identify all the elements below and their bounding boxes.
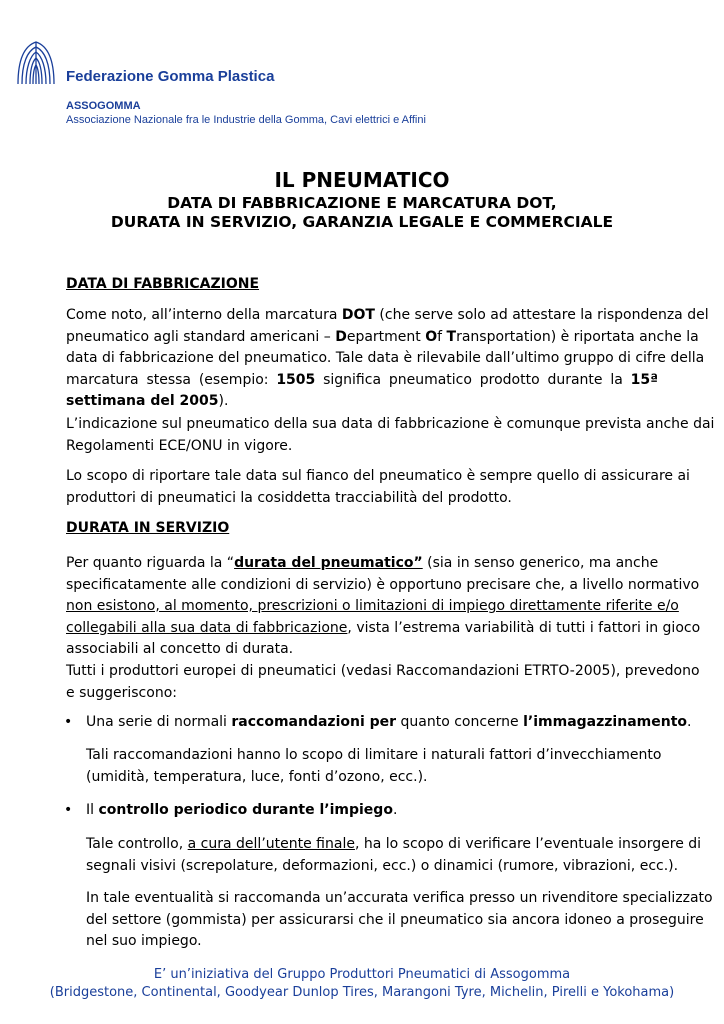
paragraph-aging-factors: Tali raccomandazioni hanno lo scopo di limitare i naturali fattori d’invecchiamento (umidità, temperatura, luce, fonti d’ozono, ecc.). xyxy=(86,747,662,785)
paragraph-specialist-check: In tale eventualità si raccomanda un’accurata verifica presso un rivenditore specializzato del settore (gommista) per assicurarsi che il pneumatico sia ancora idoneo a proseguire nel suo impiego. xyxy=(86,890,713,949)
document-title: IL PNEUMATICO xyxy=(274,168,450,192)
bullet-icon: • xyxy=(64,714,73,730)
footer-initiative: E’ un’iniziativa del Gruppo Produttori Pneumatici di Assogomma xyxy=(153,967,571,982)
section-heading-data-fabbricazione: DATA DI FABBRICAZIONE xyxy=(66,276,260,292)
assogomma-label: ASSOGOMMA xyxy=(66,100,141,112)
document-subtitle-2: DURATA IN SERVIZIO, GARANZIA LEGALE E COMMERCIALE xyxy=(110,213,614,231)
paragraph-tyre-duration: Per quanto riguarda la “durata del pneumatico” (sia in senso generico, ma anche specificatamente alle condizioni di servizio) è opportuno precisare che, a livello normativo non esistono, al momento, prescrizioni o limitazioni di impiego direttamente riferite e/o collegabili alla sua data di fabbricazione, vista l’estrema variabilità di tutti i fattori in gioco associabili al concetto di durata. xyxy=(66,555,701,657)
paragraph-dot-marking: Come noto, all’interno della marcatura DOT (che serve solo ad attestare la rispondenza del pneumatico agli standard americani – Department Of Transportation) è riportata anche la data di fabbricazione del pneumatico. Tale data è rilevabile dall’ultimo gruppo di cifre della marcatura stessa (esempio: 1505 significa pneumatico prodotto durante la 15ª settimana del 2005). xyxy=(66,307,709,409)
federation-logo-icon xyxy=(14,40,58,86)
bullet-storage-recommendations: Una serie di normali raccomandazioni per quanto concerne l’immagazzinamento. xyxy=(86,714,692,730)
paragraph-ece-regulations: L’indicazione sul pneumatico della sua data di fabbricazione è comunque prevista anche dai Regolamenti ECE/ONU in vigore. xyxy=(66,416,715,454)
paragraph-user-control: Tale controllo, a cura dell’utente finale, ha lo scopo di verificare l’eventuale insorgere di segnali visivi (screpolature, deformazioni, ecc.) o dinamici (rumore, vibrazioni, ecc.). xyxy=(86,836,702,874)
paragraph-etrto-recommendations: Tutti i produttori europei di pneumatici (vedasi Raccomandazioni ETRTO-2005), prevedono e suggeriscono: xyxy=(66,663,700,701)
section-heading-durata-servizio: DURATA IN SERVIZIO xyxy=(66,520,230,536)
document-subtitle-1: DATA DI FABBRICAZIONE E MARCATURA DOT, xyxy=(167,194,557,212)
federation-name: Federazione Gomma Plastica xyxy=(66,68,275,85)
association-description: Associazione Nazionale fra le Industrie della Gomma, Cavi elettrici e Affini xyxy=(66,114,426,126)
footer-brands: (Bridgestone, Continental, Goodyear Dunlop Tires, Marangoni Tyre, Michelin, Pirelli e Yokohama) xyxy=(49,985,675,1000)
bullet-periodic-control: Il controllo periodico durante l’impiego. xyxy=(86,802,398,818)
bullet-icon: • xyxy=(64,802,73,818)
paragraph-traceability: Lo scopo di riportare tale data sul fianco del pneumatico è sempre quello di assicurare ai produttori di pneumatici la cosiddetta tracciabilità del prodotto. xyxy=(66,468,690,506)
